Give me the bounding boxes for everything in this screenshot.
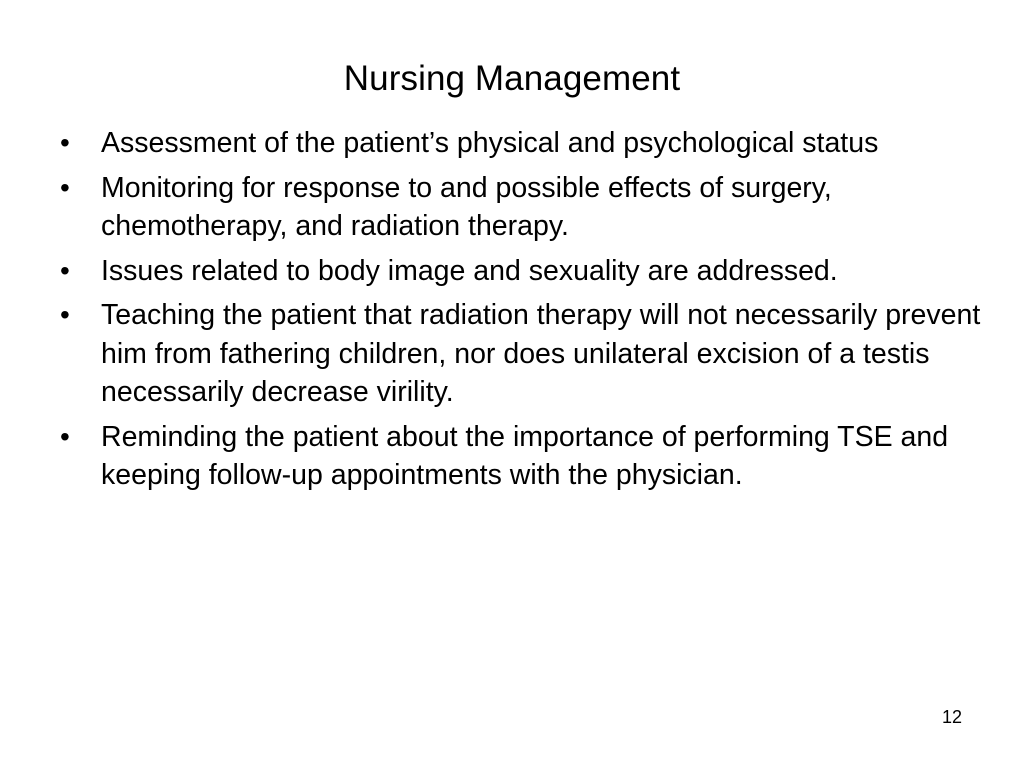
bullet-icon: • bbox=[60, 171, 70, 203]
bullet-text: Issues related to body image and sexuality are addressed. bbox=[101, 254, 838, 287]
bullet-text: Reminding the patient about the importance of performing TSE and keeping follow-up appointments with the physician. bbox=[101, 420, 949, 491]
bullet-item-reminding bbox=[60, 418, 985, 495]
bullet-text: Assessment of the patient’s physical and psychological status bbox=[101, 127, 879, 159]
bullet-icon: • bbox=[60, 127, 70, 158]
bullet-icon: • bbox=[60, 299, 70, 330]
bullet-item-body-image bbox=[60, 252, 985, 291]
bullet-item-teaching bbox=[60, 296, 985, 412]
bullet-text: Teaching the patient that radiation therapy will not necessarily prevent him from fathering children, nor does unilateral excision of a testis necessarily decrease virility. bbox=[101, 299, 981, 408]
bullet-text: Monitoring for response to and possible effects of surgery, chemotherapy, and radiation therapy. bbox=[101, 171, 832, 242]
bullet-item-assessment bbox=[60, 124, 985, 163]
bullet-list bbox=[60, 124, 985, 501]
page-number: 12 bbox=[941, 707, 962, 727]
bullet-icon: • bbox=[60, 420, 70, 452]
slide-title: Nursing Management bbox=[343, 59, 681, 98]
bullet-icon: • bbox=[60, 254, 70, 286]
bullet-item-monitoring bbox=[60, 169, 985, 246]
